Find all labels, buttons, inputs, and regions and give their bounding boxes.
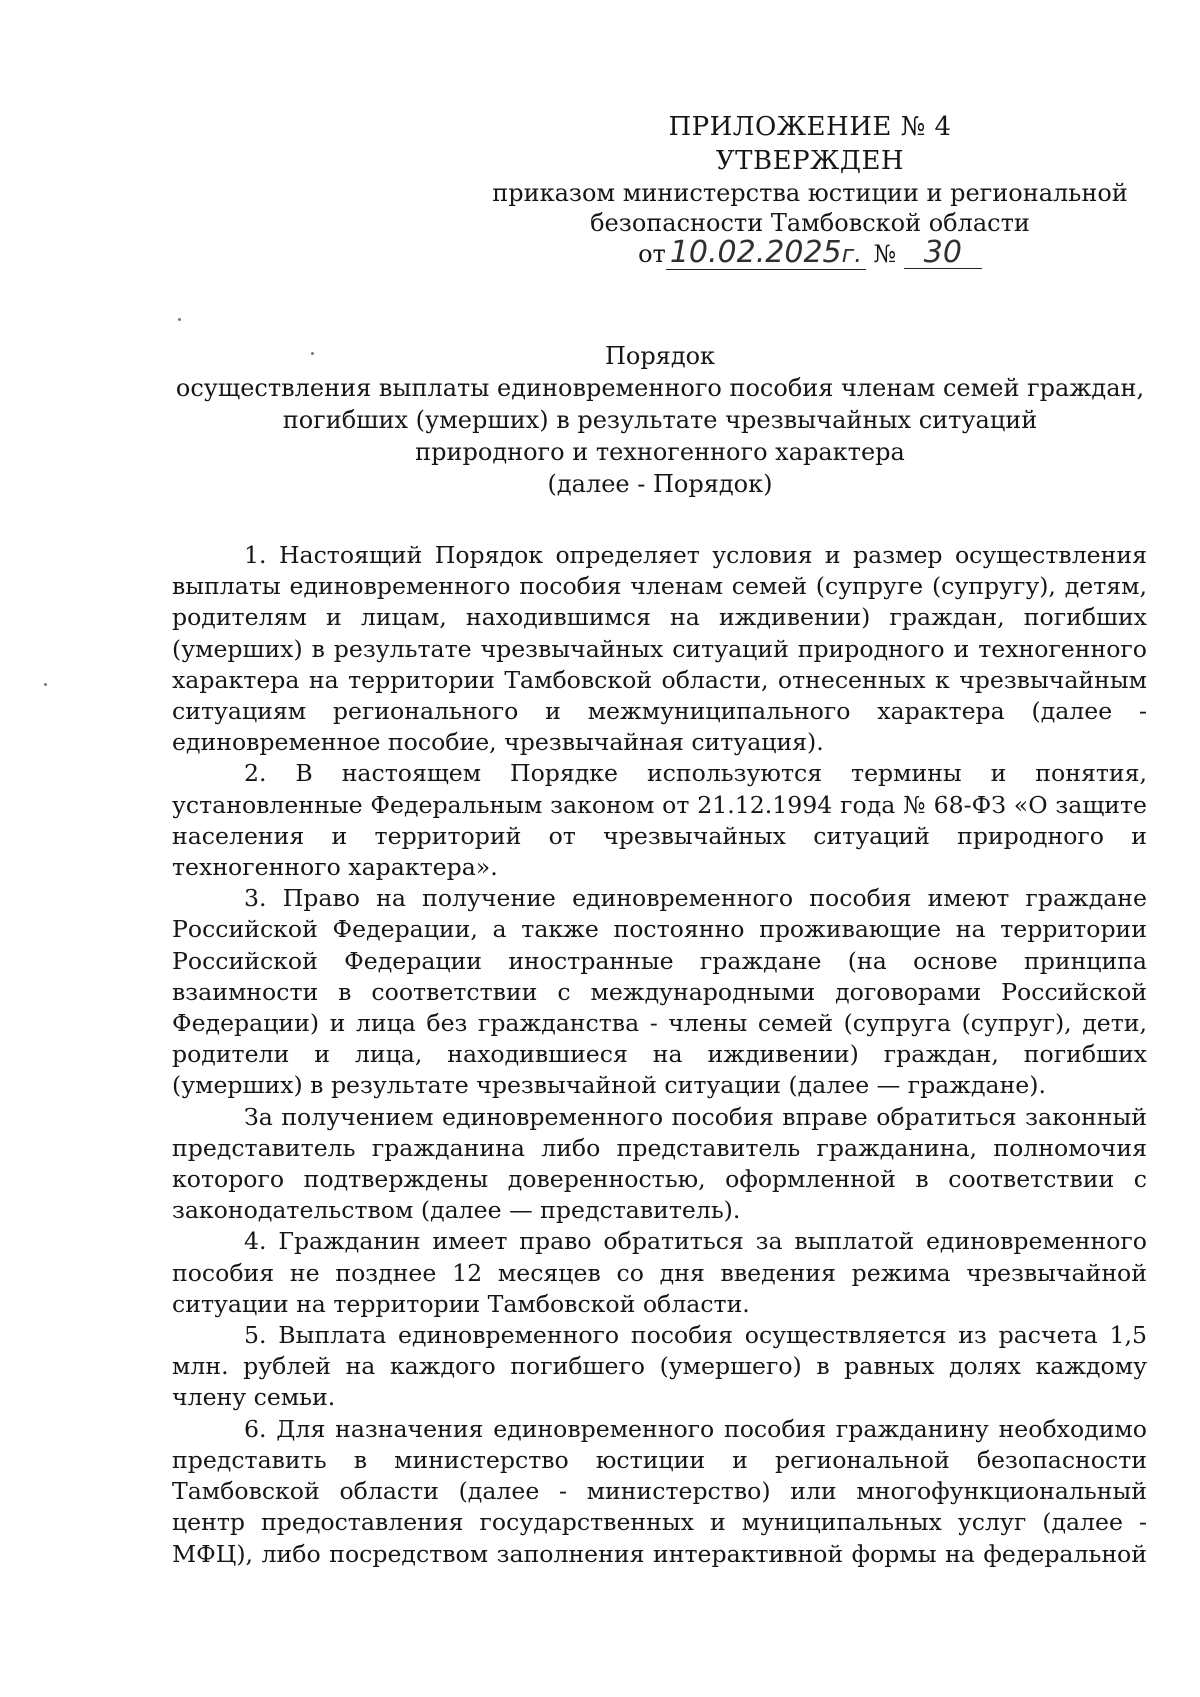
approved-label: УТВЕРЖДЕН [715,146,905,176]
paragraph-2: 2. В настоящем Порядке используются термины и понятия, установленные Федеральным законом от 21.12.1994 года № 68-ФЗ «О защите населения и территорий от чрезвычайных ситуаций природного и техногенного характера». [172,759,1147,882]
number-label: № [873,240,897,268]
scan-speck [44,683,47,686]
handwritten-date [666,235,866,270]
order-date-number-line [490,235,1130,270]
paragraph-1: 1. Настоящий Порядок определяет условия и размер осуществления выплаты единовременного пособия членам семей (супруге (супругу), детям, родителям и лицам, находившимся на иждивении) граждан, погибших (умерших) в результате чрезвычайных ситуаций природного и техногенного характера на территории Тамбовской области, отнесенных к чрезвычайным ситуациям регионального и межмуниципального характера (далее - единовременное пособие, чрезвычайная ситуация). [172,541,1147,757]
paragraph-5: 5. Выплата единовременного пособия осуществляется из расчета 1,5 млн. рублей на каждого погибшего (умершего) в равных долях каждому члену семьи. [172,1321,1147,1412]
scan-speck [178,318,181,321]
year-suffix: г. [841,240,862,268]
paragraph-3: 3. Право на получение единовременного пособия имеют граждане Российской Федерации, а также постоянно проживающие на территории Российской Федерации иностранные граждане (на основе принципа взаимности в соответствии с международными договорами Российской Федерации) и лица без гражданства - члены семей (супруга (супруг), дети, родители и лица, находившиеся на иждивении) граждан, погибших (умерших) в результате чрезвычайной ситуации (далее — граждане). [172,884,1147,1100]
paragraph-3-representative: За получением единовременного пособия вправе обратиться законный представитель гражданина либо представитель гражданина, полномочия которого подтверждены доверенностью, оформленной в соответствии с законодательством (далее — представитель). [172,1102,1147,1225]
handwritten-date-value: 10.02.2025 [669,235,842,270]
title-line-1: Порядок [604,342,716,370]
paragraph-4: 4. Гражданин имеет право обратиться за выплатой единовременного пособия не позднее 12 месяцев со дня введения режима чрезвычайной ситуации на территории Тамбовской области. [172,1227,1147,1318]
from-label: от [638,240,666,268]
document-body [172,540,1147,1570]
paragraph-6: 6. Для назначения единовременного пособия гражданину необходимо представить в министерство юстиции и региональной безопасности Тамбовской области (далее - министерство) или многофункциональный центр предоставления государственных и муниципальных услуг (далее - МФЦ), либо посредством заполнения интерактивной формы на федеральной [172,1414,1147,1568]
handwritten-order-number: 30 [904,238,982,269]
title-line-2: осуществления выплаты единовременного пособия членам семей граждан, [175,374,1145,402]
approval-header [490,110,1130,270]
approval-order-line-1: приказом министерства юстиции и региональной [492,179,1128,207]
approval-order-line-2: безопасности Тамбовской области [590,209,1030,237]
title-line-5: (далее - Порядок) [547,470,773,498]
title-line-4: природного и техногенного характера [415,438,905,466]
annex-number: ПРИЛОЖЕНИЕ № 4 [668,112,952,142]
scan-speck [311,352,314,355]
document-title [170,340,1150,500]
title-line-3: погибших (умерших) в результате чрезвычайных ситуаций [282,406,1038,434]
